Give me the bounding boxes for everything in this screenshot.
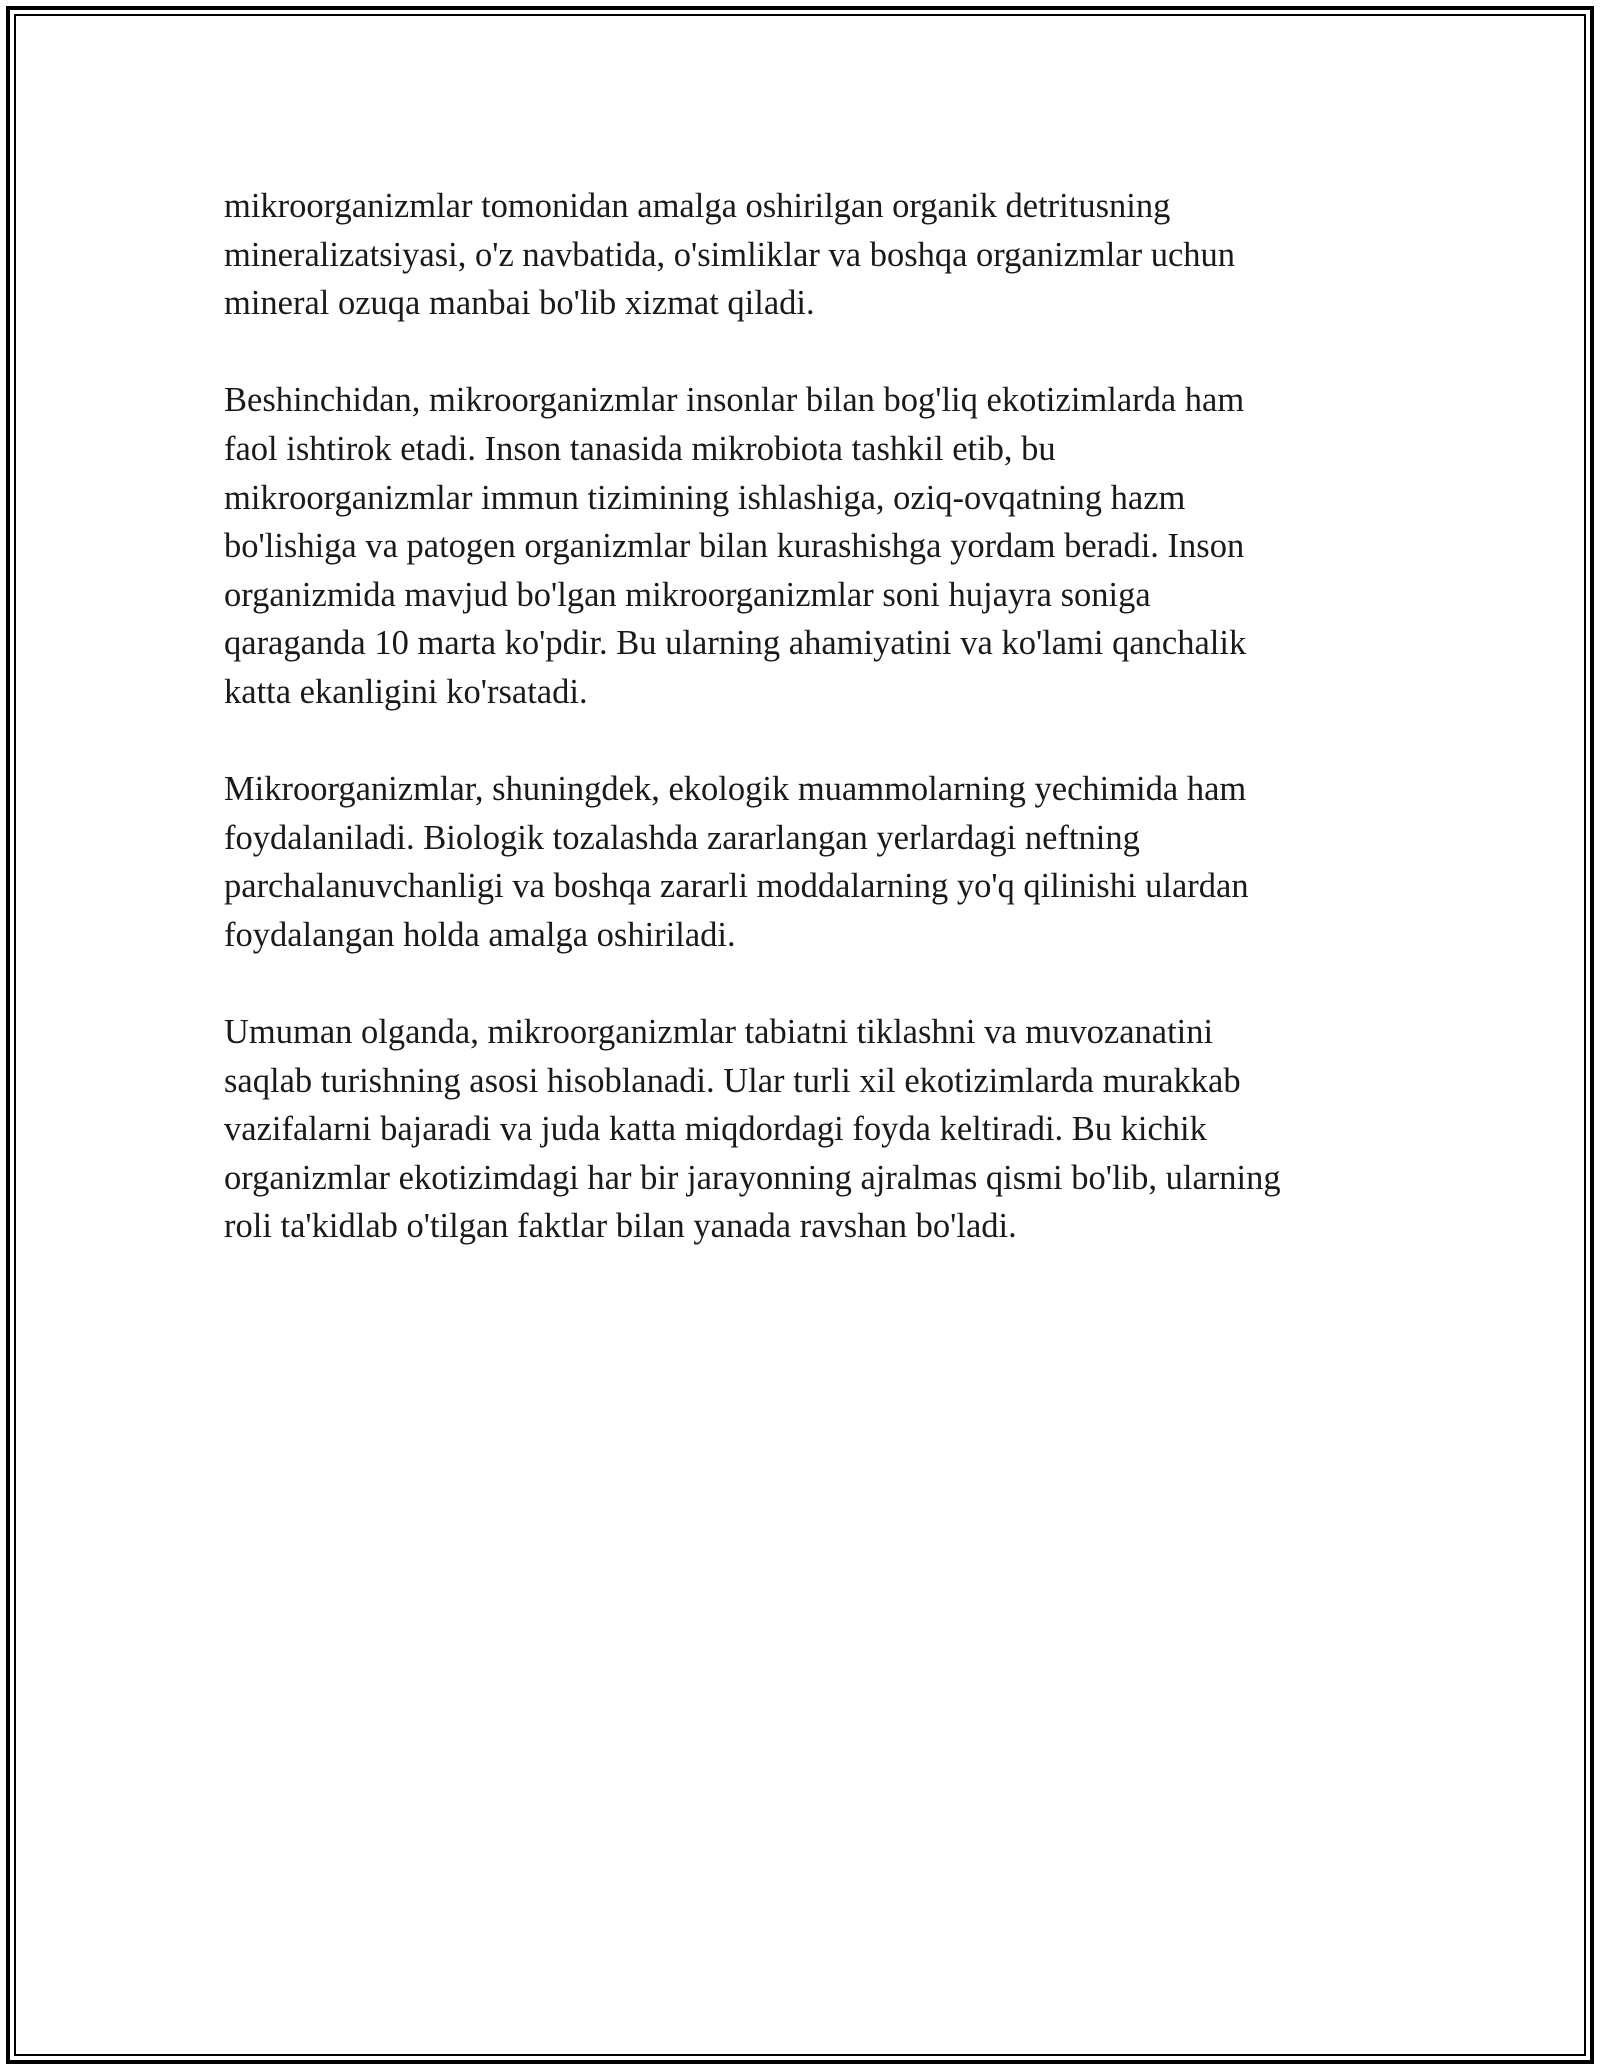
text-line: parchalanuvchanligi va boshqa zararli moddalarning yo'q qilinishi ulardan — [224, 867, 1249, 906]
paragraph-1 — [224, 182, 1384, 328]
text-line: saqlab turishning asosi hisoblanadi. Ular turli xil ekotizimlarda murakkab — [224, 1061, 1241, 1100]
text-line: Umuman olganda, mikroorganizmlar tabiatni tiklashni va muvozanatini — [224, 1013, 1214, 1052]
text-line: katta ekanligini ko'rsatadi. — [224, 672, 588, 711]
text-line: roli ta'kidlab o'tilgan faktlar bilan yanada ravshan bo'ladi. — [224, 1207, 1017, 1246]
paragraph-2 — [224, 376, 1384, 716]
text-line: organizmida mavjud bo'lgan mikroorganizmlar soni hujayra soniga — [224, 575, 1151, 614]
document-body — [224, 182, 1384, 1300]
text-line: mineral ozuqa manbai bo'lib xizmat qiladi. — [224, 284, 815, 323]
text-line: mikroorganizmlar tomonidan amalga oshirilgan organik detritusning — [224, 187, 1171, 225]
text-line: faol ishtirok etadi. Inson tanasida mikrobiota tashkil etib, bu — [224, 429, 1056, 468]
text-line: organizmlar ekotizimdagi har bir jarayonning ajralmas qismi bo'lib, ularning — [224, 1158, 1281, 1197]
text-line: qaraganda 10 marta ko'pdir. Bu ularning ahamiyatini va ko'lami qanchalik — [224, 624, 1247, 663]
text-line: Beshinchidan, mikroorganizmlar insonlar bilan bog'liq ekotizimlarda ham — [224, 381, 1245, 420]
text-line: foydalangan holda amalga oshiriladi. — [224, 915, 736, 954]
text-line: Mikroorganizmlar, shuningdek, ekologik muammolarning yechimida ham — [224, 770, 1247, 809]
text-line: mikroorganizmlar immun tizimining ishlashiga, oziq-ovqatning hazm — [224, 478, 1186, 517]
paragraph-4 — [224, 1008, 1384, 1251]
paragraph-3 — [224, 765, 1384, 959]
text-line: foydalaniladi. Biologik tozalashda zararlangan yerlardagi neftning — [224, 818, 1140, 857]
text-line: vazifalarni bajaradi va juda katta miqdordagi foyda keltiradi. Bu kichik — [224, 1110, 1207, 1149]
text-line: bo'lishiga va patogen organizmlar bilan kurashishga yordam beradi. Inson — [224, 527, 1245, 566]
text-line: mineralizatsiyasi, o'z navbatida, o'simliklar va boshqa organizmlar uchun — [224, 235, 1236, 274]
